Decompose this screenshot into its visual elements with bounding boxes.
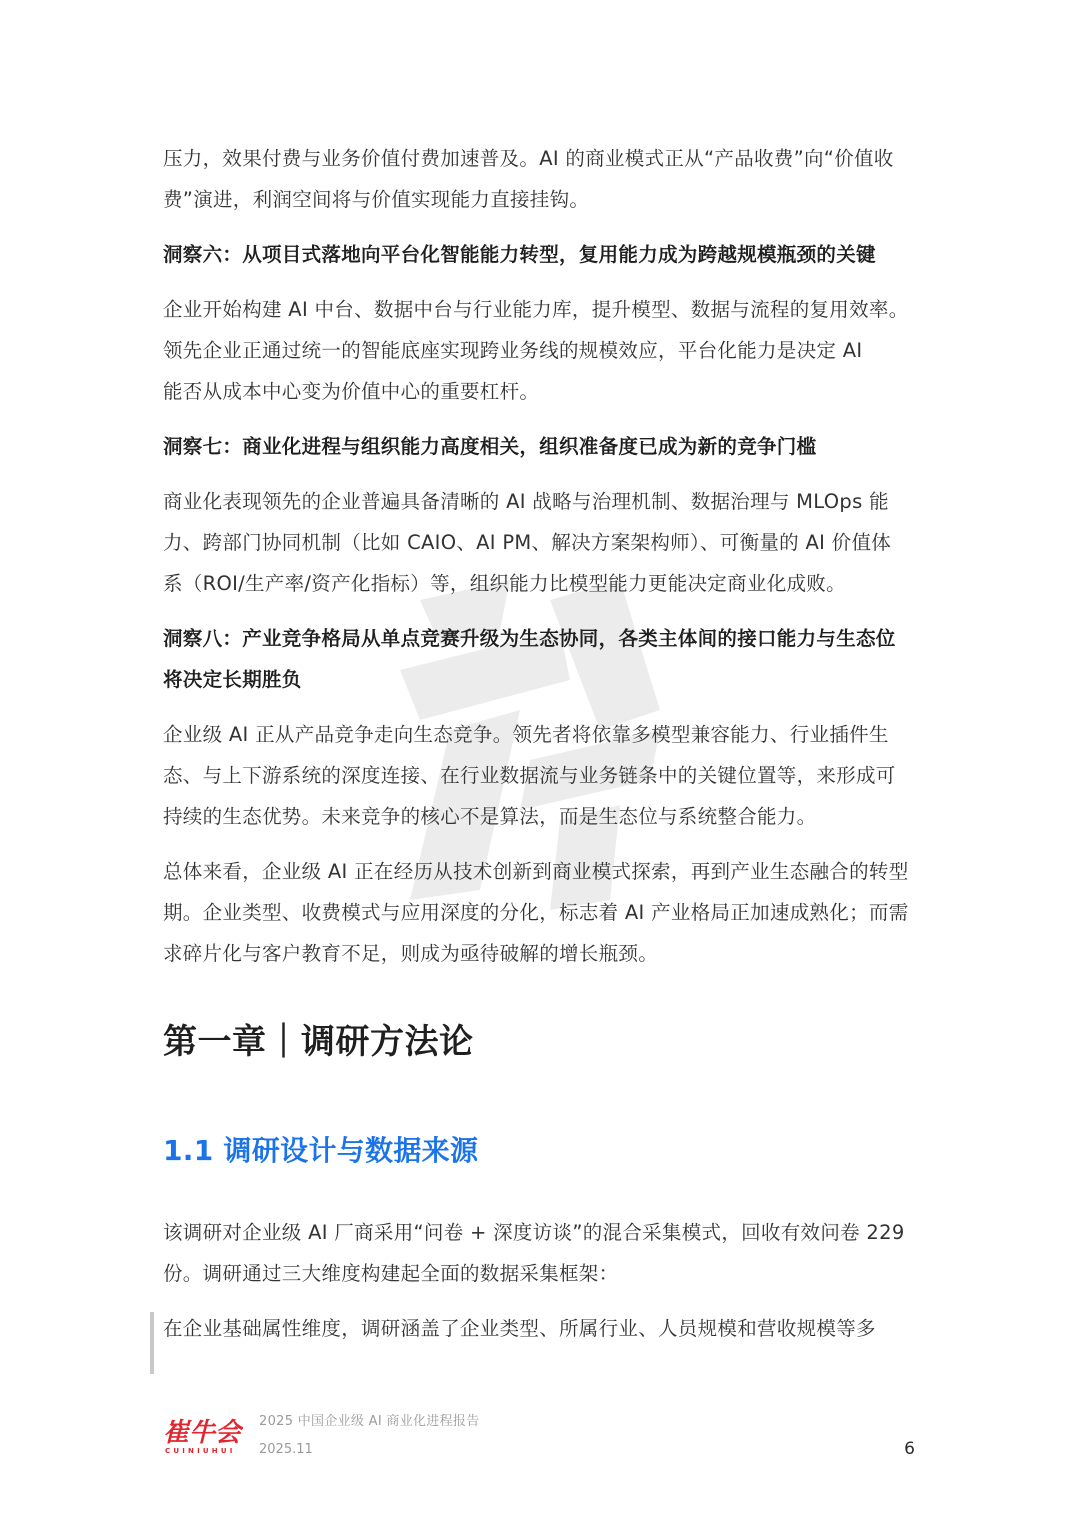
svg-text:崔牛会: 崔牛会 bbox=[163, 1418, 242, 1448]
heading-line: 将决定长期胜负 bbox=[163, 668, 302, 691]
paragraph-line: 持续的生态优势。未来竞争的核心不是算法，而是生态位与系统整合能力。 bbox=[163, 805, 817, 828]
paragraph-line: 领先企业正通过统一的智能底座实现跨业务线的规模效应，平台化能力是决定 AI bbox=[163, 339, 863, 362]
footer-report-title: 2025 中国企业级 AI 商业化进程报告 bbox=[259, 1414, 480, 1429]
page-number: 6 bbox=[904, 1439, 915, 1459]
insight-seven-heading bbox=[163, 426, 913, 467]
paragraph-line: 态、与上下游系统的深度连接、在行业数据流与业务链条中的关键位置等，来形成可 bbox=[163, 764, 896, 787]
footer-date: 2025.11 bbox=[259, 1442, 313, 1457]
intro-paragraph bbox=[163, 138, 913, 220]
paragraph-line: 份。调研通过三大维度构建起全面的数据采集框架： bbox=[163, 1262, 619, 1285]
section-body bbox=[163, 1212, 913, 1349]
paragraph-line: 系（ROI/生产率/资产化指标）等，组织能力比模型能力更能决定商业化成败。 bbox=[163, 572, 846, 595]
paragraph-line: 期。企业类型、收费模式与应用深度的分化，标志着 AI 产业格局正加速成熟化；而需 bbox=[163, 901, 909, 924]
svg-text:CUINIUHUI: CUINIUHUI bbox=[165, 1447, 236, 1455]
summary-paragraph bbox=[163, 851, 913, 974]
main-content bbox=[163, 138, 913, 1363]
blockquote bbox=[163, 1308, 913, 1349]
insight-eight-body bbox=[163, 714, 913, 837]
quote-bar bbox=[150, 1312, 154, 1374]
paragraph-line: 力、跨部门协同机制（比如 CAIO、AI PM、解决方案架构师）、可衡量的 AI 价值体 bbox=[163, 531, 892, 554]
paragraph-line: 商业化表现领先的企业普遍具备清晰的 AI 战略与治理机制、数据治理与 MLOps 能 bbox=[163, 490, 889, 513]
page-footer bbox=[163, 1410, 923, 1490]
paragraph-line: 企业级 AI 正从产品竞争走向生态竞争。领先者将依靠多模型兼容能力、行业插件生 bbox=[163, 723, 889, 746]
insight-six-body bbox=[163, 289, 913, 412]
insight-seven-body bbox=[163, 481, 913, 604]
chapter-title: 第一章｜调研方法论 bbox=[163, 1022, 474, 1062]
heading-line: 洞察六：从项目式落地向平台化智能能力转型，复用能力成为跨越规模瓶颈的关键 bbox=[163, 243, 876, 266]
insight-six-heading bbox=[163, 234, 913, 275]
section-title: 1.1 调研设计与数据来源 bbox=[163, 1134, 479, 1167]
paragraph-line: 总体来看，企业级 AI 正在经历从技术创新到商业模式探索，再到产业生态融合的转型 bbox=[163, 860, 909, 883]
heading-line: 洞察七：商业化进程与组织能力高度相关，组织准备度已成为新的竞争门槛 bbox=[163, 435, 817, 458]
cuiniuhui-logo-icon bbox=[163, 1413, 243, 1457]
paragraph-line: 压力，效果付费与业务价值付费加速普及。AI 的商业模式正从“产品收费”向“价值收 bbox=[163, 147, 894, 170]
insight-eight-heading bbox=[163, 618, 913, 700]
heading-line: 洞察八：产业竞争格局从单点竞赛升级为生态协同，各类主体间的接口能力与生态位 bbox=[163, 627, 896, 650]
paragraph-line: 能否从成本中心变为价值中心的重要杠杆。 bbox=[163, 380, 540, 403]
quote-text: 在企业基础属性维度，调研涵盖了企业类型、所属行业、人员规模和营收规模等多 bbox=[163, 1317, 876, 1340]
paragraph-line: 费”演进，利润空间将与价值实现能力直接挂钩。 bbox=[163, 188, 590, 211]
paragraph-line: 企业开始构建 AI 中台、数据中台与行业能力库，提升模型、数据与流程的复用效率。 bbox=[163, 298, 909, 321]
section-paragraph bbox=[163, 1212, 913, 1294]
paragraph-line: 求碎片化与客户教育不足，则成为亟待破解的增长瓶颈。 bbox=[163, 942, 659, 965]
paragraph-line: 该调研对企业级 AI 厂商采用“问卷 + 深度访谈”的混合采集模式，回收有效问卷 229 bbox=[163, 1221, 905, 1244]
